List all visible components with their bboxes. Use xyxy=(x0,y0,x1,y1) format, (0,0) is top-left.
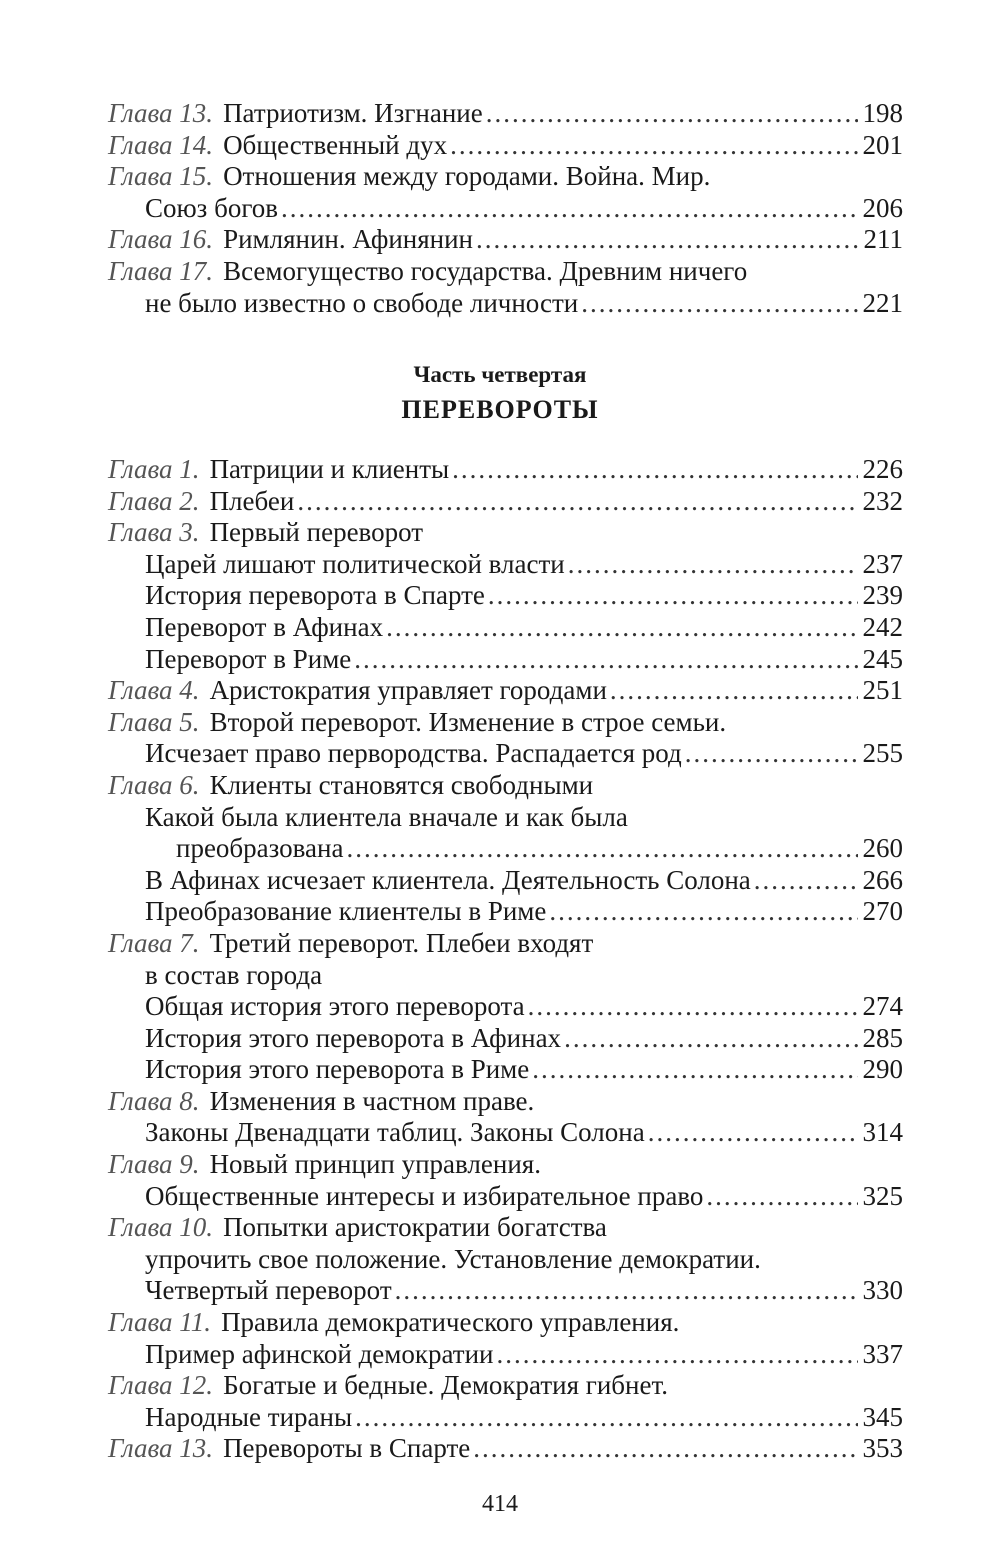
toc-line xyxy=(108,1054,903,1086)
dot-leader xyxy=(648,1117,858,1149)
chapter-label: Глава 17. xyxy=(108,255,214,286)
chapter-label: Глава 6. xyxy=(108,769,200,800)
page-ref: 211 xyxy=(863,224,903,255)
page-ref: 232 xyxy=(862,485,903,516)
entry-title: История этого переворота в Афинах xyxy=(145,1022,562,1053)
entry-title: Изменения в частном праве. xyxy=(209,1085,535,1116)
entry-title: Аристократия управляет городами xyxy=(209,675,607,706)
dot-leader xyxy=(528,991,858,1023)
page-ref: 314 xyxy=(862,1117,903,1148)
dot-leader xyxy=(476,224,859,256)
chapter-label: Глава 8. xyxy=(108,1085,200,1116)
chapter-label: Глава 2. xyxy=(108,485,200,516)
dot-leader xyxy=(496,1339,857,1371)
toc-line xyxy=(108,1023,903,1055)
entry-title: Законы Двенадцати таблиц. Законы Солона xyxy=(145,1117,645,1148)
page-ref: 201 xyxy=(862,129,903,160)
dot-leader xyxy=(581,288,857,320)
toc-line xyxy=(108,1244,903,1276)
entry-title: Переворот в Афинах xyxy=(145,611,384,642)
entry-title: Первый переворот xyxy=(209,517,424,548)
entry-title: Народные тираны xyxy=(145,1401,353,1432)
toc-line xyxy=(108,454,903,486)
toc-line xyxy=(108,1212,903,1244)
dot-leader xyxy=(532,1054,857,1086)
toc-line xyxy=(108,991,903,1023)
toc-line xyxy=(108,960,903,992)
entry-title: Преобразование клиентелы в Риме xyxy=(145,896,547,927)
dot-leader xyxy=(346,833,857,865)
dot-leader xyxy=(488,580,858,612)
chapter-label: Глава 5. xyxy=(108,706,200,737)
toc-line xyxy=(108,865,903,897)
entry-title: Плебеи xyxy=(209,485,295,516)
page-ref: 237 xyxy=(862,548,903,579)
page-ref: 266 xyxy=(862,864,903,895)
entry-title: Патриции и клиенты xyxy=(209,454,450,484)
page-ref: 274 xyxy=(862,991,903,1022)
entry-title: Царей лишают политической власти xyxy=(145,548,565,579)
dot-leader xyxy=(706,1181,857,1213)
page-ref: 245 xyxy=(862,643,903,674)
entry-title: Попытки аристократии богатства xyxy=(223,1212,607,1243)
entry-title: упрочить свое положение. Установление демократии. xyxy=(145,1243,761,1274)
entry-title: Перевороты в Спарте xyxy=(223,1433,471,1464)
entry-title: в состав города xyxy=(145,959,323,990)
page-ref: 353 xyxy=(862,1433,903,1464)
toc-line xyxy=(108,486,903,518)
toc-line xyxy=(108,98,903,130)
chapter-label: Глава 13. xyxy=(108,98,214,128)
dot-leader xyxy=(281,193,858,225)
toc-line xyxy=(108,224,903,256)
dot-leader xyxy=(452,454,857,486)
dot-leader xyxy=(395,1275,858,1307)
entry-title: Исчезает право первородства. Распадается род xyxy=(145,738,682,769)
entry-title: История этого переворота в Риме xyxy=(145,1054,530,1085)
entry-title: Общая история этого переворота xyxy=(145,991,525,1022)
entry-title: Отношения между городами. Война. Мир. xyxy=(223,161,711,192)
dot-leader xyxy=(486,98,858,130)
toc-line xyxy=(108,802,903,834)
entry-title: Правила демократического управления. xyxy=(221,1307,680,1338)
dot-leader xyxy=(473,1433,857,1465)
entry-title: Патриотизм. Изгнание xyxy=(223,98,483,128)
chapter-label: Глава 11. xyxy=(108,1307,212,1338)
toc-line xyxy=(108,1339,903,1371)
toc-line xyxy=(108,612,903,644)
page-ref: 251 xyxy=(862,675,903,706)
chapter-label: Глава 4. xyxy=(108,675,200,706)
chapter-label: Глава 14. xyxy=(108,129,214,160)
dot-leader xyxy=(564,1023,857,1055)
entry-title: Переворот в Риме xyxy=(145,643,352,674)
toc-line xyxy=(108,517,903,549)
toc-line xyxy=(108,738,903,770)
toc-line xyxy=(108,1402,903,1434)
toc-section-part-three xyxy=(108,98,903,319)
toc-line xyxy=(108,770,903,802)
dot-leader xyxy=(568,549,858,581)
entry-title: Богатые и бедные. Демократия гибнет. xyxy=(223,1370,668,1401)
toc-line xyxy=(108,928,903,960)
page-ref: 198 xyxy=(862,98,903,128)
dot-leader xyxy=(610,675,858,707)
page-ref: 290 xyxy=(862,1054,903,1085)
entry-title: Новый принцип управления. xyxy=(209,1149,541,1180)
toc-line xyxy=(108,549,903,581)
entry-title: Римлянин. Афинянин xyxy=(223,224,473,255)
toc-line xyxy=(108,288,903,320)
page-ref: 325 xyxy=(862,1180,903,1211)
toc-line xyxy=(108,707,903,739)
chapter-label: Глава 16. xyxy=(108,224,214,255)
chapter-label: Глава 10. xyxy=(108,1212,214,1243)
chapter-label: Глава 7. xyxy=(108,927,200,958)
toc-line xyxy=(108,896,903,928)
page-ref: 255 xyxy=(862,738,903,769)
page-ref: 270 xyxy=(862,896,903,927)
dot-leader xyxy=(354,644,857,676)
toc-line xyxy=(108,193,903,225)
page-ref: 337 xyxy=(862,1338,903,1369)
chapter-label: Глава 13. xyxy=(108,1433,214,1464)
chapter-label: Глава 12. xyxy=(108,1370,214,1401)
entry-title: Четвертый переворот xyxy=(145,1275,392,1306)
toc-line xyxy=(108,130,903,162)
toc-line xyxy=(108,1149,903,1181)
dot-leader xyxy=(386,612,857,644)
part-label: Часть четвертая xyxy=(413,362,587,387)
toc-line xyxy=(108,644,903,676)
toc-line xyxy=(108,1181,903,1213)
entry-title: Союз богов xyxy=(145,192,278,223)
page-ref: 242 xyxy=(862,611,903,642)
entry-title: Какой была клиентела вначале и как была xyxy=(145,801,628,832)
page-ref: 226 xyxy=(862,454,903,484)
entry-title: История переворота в Спарте xyxy=(145,580,485,611)
toc-line xyxy=(108,1370,903,1402)
toc-line xyxy=(108,833,903,865)
dot-leader xyxy=(450,130,857,162)
entry-title: Всемогущество государства. Древним ничего xyxy=(223,255,748,286)
toc-line xyxy=(108,1307,903,1339)
toc-line xyxy=(108,161,903,193)
entry-title: В Афинах исчезает клиентела. Деятельность Солона xyxy=(145,864,751,895)
page-ref: 239 xyxy=(862,580,903,611)
part-title: ПЕРЕВОРОТЫ xyxy=(401,395,599,424)
toc-line xyxy=(108,675,903,707)
page-ref: 345 xyxy=(862,1401,903,1432)
chapter-label: Глава 15. xyxy=(108,161,214,192)
dot-leader xyxy=(685,738,858,770)
entry-title: преобразована xyxy=(176,833,344,864)
entry-title: Общественный дух xyxy=(223,129,448,160)
dot-leader xyxy=(355,1402,857,1434)
page-ref: 221 xyxy=(862,287,903,318)
dot-leader xyxy=(297,486,857,518)
entry-title: Клиенты становятся свободными xyxy=(209,769,594,800)
chapter-label: Глава 3. xyxy=(108,517,200,548)
page-ref: 330 xyxy=(862,1275,903,1306)
toc-line xyxy=(108,1275,903,1307)
toc-line xyxy=(108,1117,903,1149)
entry-title: Общественные интересы и избирательное право xyxy=(145,1180,704,1211)
chapter-label: Глава 1. xyxy=(108,454,200,484)
entry-title: не было известно о свободе личности xyxy=(145,287,579,318)
toc-section-part-four xyxy=(108,454,903,1465)
toc-line xyxy=(108,580,903,612)
page-ref: 206 xyxy=(862,192,903,223)
toc-line xyxy=(108,1086,903,1118)
dot-leader xyxy=(549,896,857,928)
toc-line xyxy=(108,1433,903,1465)
page-ref: 285 xyxy=(862,1022,903,1053)
page-number: 414 xyxy=(482,1491,518,1517)
entry-title: Второй переворот. Изменение в строе семьи. xyxy=(209,706,727,737)
chapter-label: Глава 9. xyxy=(108,1149,200,1180)
entry-title: Пример афинской демократии xyxy=(145,1338,494,1369)
dot-leader xyxy=(754,865,858,897)
page-ref: 260 xyxy=(862,833,903,864)
toc-line xyxy=(108,256,903,288)
entry-title: Третий переворот. Плебеи входят xyxy=(209,927,594,958)
